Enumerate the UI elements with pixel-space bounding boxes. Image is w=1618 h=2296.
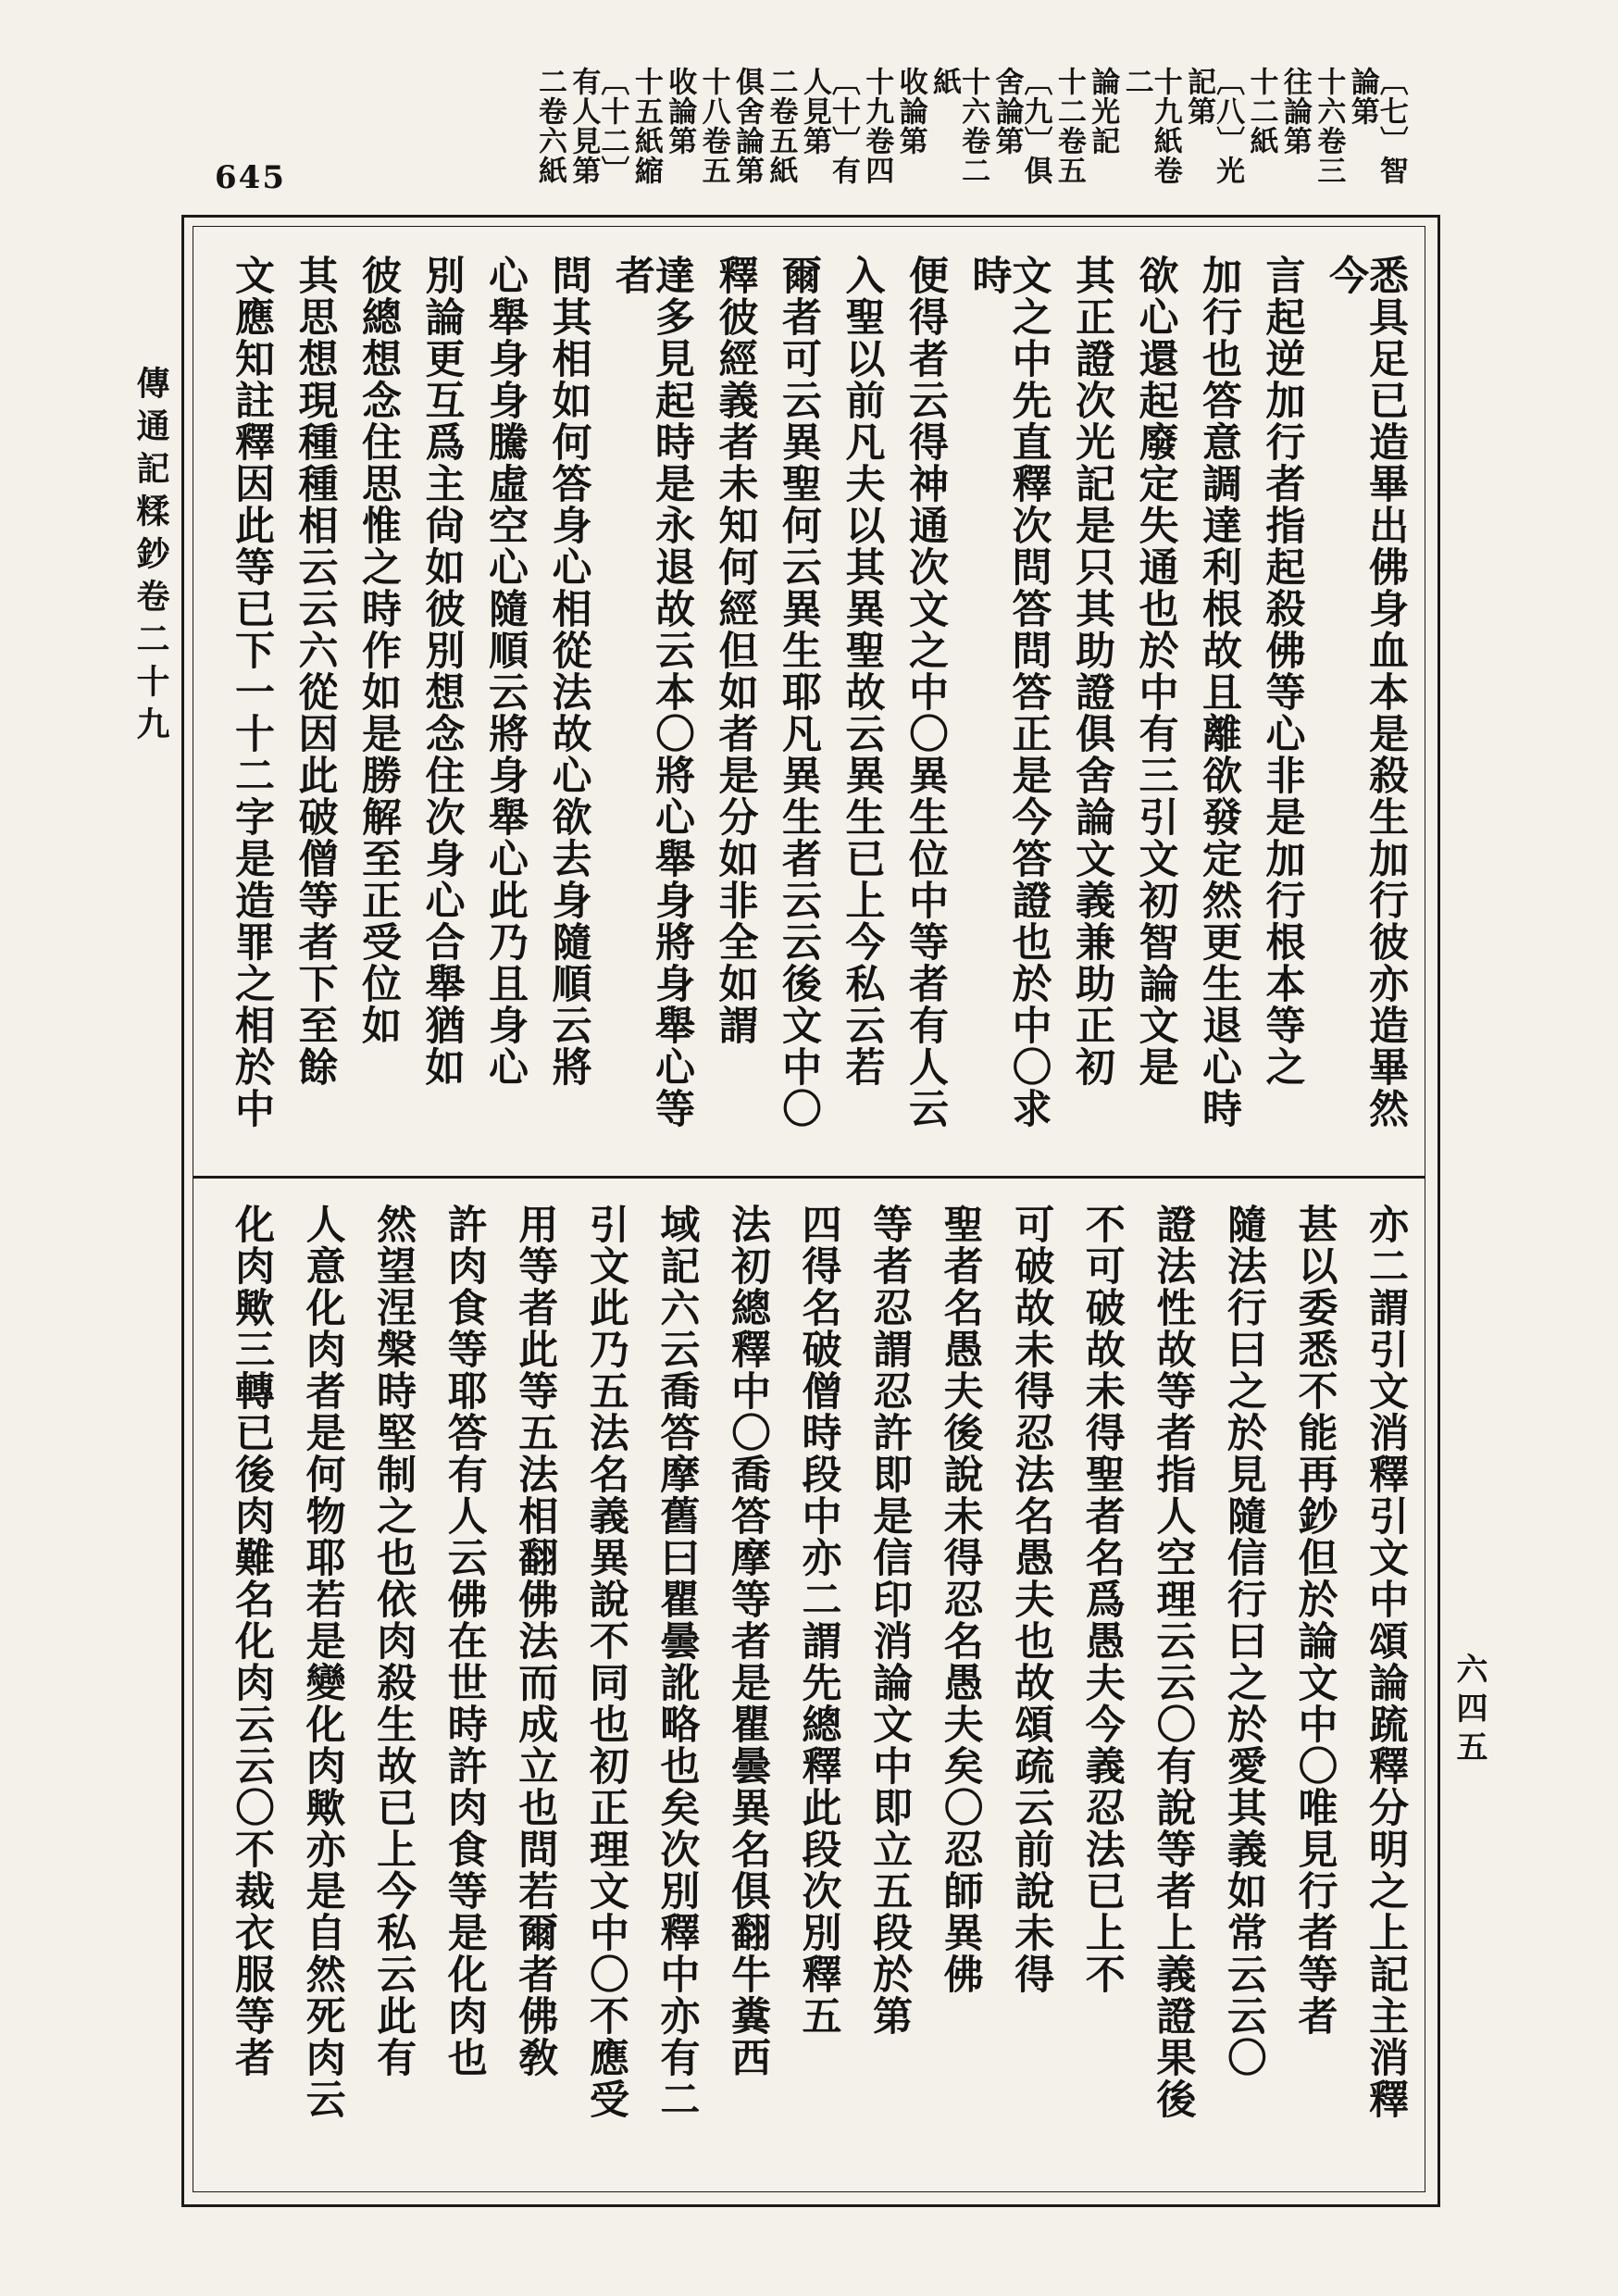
- text-column: 欲心還起廢定失通也於中有三引文初智論文是: [1132, 255, 1179, 1088]
- headnote: 〔十二〕有人見第: [566, 67, 629, 185]
- headnote: 十九紙卷二: [1119, 67, 1182, 185]
- headnote: 論光記: [1086, 67, 1120, 156]
- headnote: 往論第: [1277, 67, 1312, 156]
- headnote: 〔八〕光記第: [1182, 67, 1245, 185]
- headnote: 俱舍論第: [730, 67, 765, 185]
- headnote: 二卷六紙: [533, 67, 566, 185]
- text-column: 等者忍謂忍許即是信印消論文中即立五段於第: [866, 1204, 914, 2037]
- text-column: 文應知註釋因此等已下一十二字是造罪之相於中: [229, 255, 275, 1129]
- text-column: 文之中先直釋次問答問答正是今答證也於中〇求時: [965, 255, 1052, 1129]
- text-column: 隨法行曰之於見隨信行曰之於愛其義如常云云〇: [1220, 1204, 1267, 2078]
- text-column: 亦二謂引文消釋引文中頌論䟽釋分明之上記主消釋: [1363, 1204, 1409, 2120]
- headnote: 十八卷五: [696, 67, 730, 185]
- text-column: 心舉身身騰虛空心隨順云將身舉心此乃且身心: [482, 255, 529, 1088]
- text-column: 入聖以前凡夫以其異聖故云異生已上今私云若: [839, 255, 886, 1088]
- text-column: 聖者名愚夫後說未得忍名愚夫矣〇忍師異佛: [937, 1204, 984, 1995]
- text-column: 許肉食等耶答有人云佛在世時許肉食等是化肉也: [441, 1204, 488, 2078]
- text-column: 域記六云喬答摩舊曰瞿曇訛略也矣次別釋中亦有二: [653, 1204, 701, 2120]
- headnotes: [533, 67, 1408, 198]
- text-column: 用等者此等五法相翻佛法而成立也問若爾者佛敎: [512, 1204, 559, 2078]
- text-column: 化肉歟三轉已後肉難名化肉云云〇不裁衣服等者: [229, 1204, 275, 2078]
- headnote: 二卷五紙: [764, 67, 798, 185]
- text-column: 證法性故等者指人空理云云〇有說等者上義證果後: [1150, 1204, 1197, 2120]
- text-column: 人意化肉者是何物耶若是變化肉歟亦是自然死肉云: [299, 1204, 346, 2120]
- text-column: 法初總釋中〇喬答摩等者是瞿曇異名俱翻牛糞西: [724, 1204, 771, 2078]
- text-column: 甚以委悉不能再鈔但於論文中〇唯見行者等者: [1291, 1204, 1338, 2037]
- headnote: 十二卷五: [1052, 67, 1086, 185]
- text-column: 其思想現種種相云云六從因此破僧等者下至餘: [292, 255, 339, 1088]
- top-text-panel: [229, 255, 1409, 1162]
- headnote: 十五紙縮: [629, 67, 663, 185]
- text-column: 別論更互爲主尙如彼別想念住次身心合舉猶如: [418, 255, 466, 1088]
- headnote: 十六卷三: [1312, 67, 1346, 185]
- text-column: 然望涅槃時堅制之也依肉殺生故已上今私云此有: [370, 1204, 417, 2078]
- page-number: 645: [215, 159, 286, 196]
- headnote: 〔七〕智論第: [1345, 67, 1408, 185]
- headnote: 十二紙: [1244, 67, 1278, 156]
- bottom-text-panel: [229, 1204, 1409, 2185]
- text-column: 問其相如何答身心相從法故心欲去身隨順云將: [545, 255, 592, 1088]
- headnote: 收論第: [663, 67, 697, 156]
- running-title: 傳通記糅鈔卷二十九: [131, 366, 170, 749]
- text-column: 釋彼經義者未知何經但如者是分如非全如謂: [712, 255, 759, 1046]
- headnote: 十九卷四: [860, 67, 894, 185]
- text-column: 爾者可云異聖何云異生耶凡異生者云云後文中〇: [776, 255, 822, 1129]
- text-column: 四得名破僧時段中亦二謂先總釋此段次別釋五: [795, 1204, 842, 2037]
- text-column: 加行也答意調達利根故且離欲發定然更生退心時: [1196, 255, 1242, 1129]
- text-column: 言起逆加行者指起殺佛等心非是加行根本等之: [1259, 255, 1306, 1088]
- text-column: 其正證次光記是只其助證俱舍論文義兼助正初: [1069, 255, 1115, 1088]
- side-page-number: 六四五: [1450, 1653, 1487, 1769]
- text-column: 不可破故未得聖者名爲愚夫今義忍法已上不: [1078, 1204, 1126, 1995]
- headnote: 〔十〕有人見第: [797, 67, 860, 185]
- headnote: 〔九〕俱舍論第: [989, 67, 1052, 185]
- text-column: 悉具足已造畢出佛身血本是殺生加行彼亦造畢然今: [1323, 255, 1409, 1129]
- text-column: 彼總想念住思惟之時作如是勝解至正受位如: [355, 255, 402, 1046]
- text-column: 達多見起時是永退故云本〇將心舉身將身舉心等者: [609, 255, 695, 1129]
- text-column: 可破故未得忍法名愚夫也故頌疏云前說未得: [1008, 1204, 1055, 1995]
- text-column: 引文此乃五法名義異說不同也初正理文中〇不應受: [582, 1204, 629, 2120]
- headnote: 收論第: [893, 67, 927, 156]
- panel-divider: [193, 1176, 1425, 1179]
- headnote: 十六卷二紙: [927, 67, 990, 185]
- text-column: 便得者云得神通次文之中〇異生位中等者有人云: [902, 255, 949, 1129]
